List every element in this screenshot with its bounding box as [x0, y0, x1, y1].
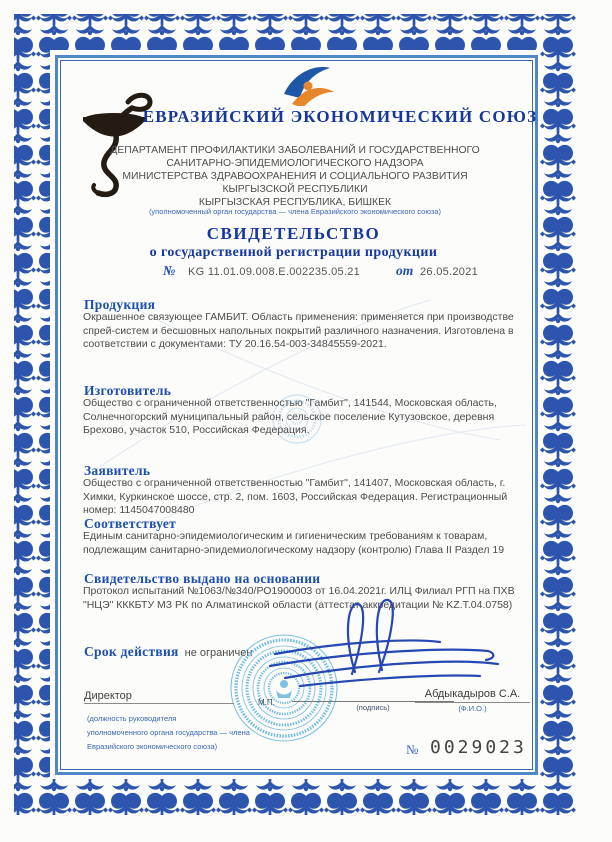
- signature-label: (подпись): [356, 703, 390, 712]
- section-text: Протокол испытаний №1063/№340/РО1900003 от 16.04.2021г. ИЛЦ Филиал РГП на ПХВ "НЦЭ" КККБТУ МЗ РК по Алматинской области (аттестат аккредитации № KZ.T.04.0758): [83, 585, 515, 611]
- certificate-title: СВИДЕТЕЛЬСТВО: [206, 224, 381, 243]
- section-heading: Свидетельство выдано на основании: [84, 571, 321, 586]
- department-line: САНИТАРНО-ЭПИДЕМИОЛОГИЧЕСКОГО НАДЗОРА: [166, 158, 424, 169]
- position-note-line: Евразийского экономического союза): [87, 742, 218, 751]
- section-heading: Соответствует: [84, 516, 177, 531]
- validity-heading: Срок действия: [84, 644, 179, 659]
- department-line: КЫРГЫЗСКОЙ РЕСПУБЛИКИ: [222, 184, 368, 195]
- position-note-line: уполномоченного органа государства — члена: [87, 728, 250, 737]
- position-line: [84, 702, 234, 704]
- name-label: (Ф.И.О.): [458, 704, 487, 713]
- union-name: ЕВРАЗИЙСКИЙ ЭКОНОМИЧЕСКИЙ СОЮЗ: [142, 107, 538, 126]
- number-sign-label: №: [163, 263, 176, 278]
- section-text: Общество с ограниченной ответственностью "Гамбит", 141544, Московская область, Солнечногорский муниципальный район, сельское поселение Кутузовское, деревня Брехово, участок 510, Российская Федерация.: [83, 397, 497, 436]
- section-heading: Продукция: [84, 297, 156, 312]
- date-from-label: от: [396, 263, 414, 278]
- serial-number-sign: №: [406, 742, 419, 757]
- position-note-line: (должность руководителя: [87, 714, 177, 723]
- department-block: [75, 144, 515, 209]
- authority-note: (уполномоченный орган государства — члена Евразийского экономического союза): [148, 207, 442, 216]
- director-signature: [240, 592, 512, 700]
- department-line: МИНИСТЕРСТВА ЗДРАВООХРАНЕНИЯ И СОЦИАЛЬНОГО РАЗВИТИЯ: [122, 171, 468, 182]
- certificate-date: 26.05.2021: [420, 266, 479, 278]
- position-title: Директор: [84, 690, 132, 702]
- section-text: Окрашенное связующее ГАМБИТ. Область применения: применяется при производстве спрей-систем и бесшовных напольных покрытий различного назначения. Изготовлена в соответствии с документами: ТУ 20.16.54-003-34845559-2021.: [83, 311, 514, 350]
- validity-value: не ограничен: [184, 647, 253, 659]
- eaeu-logo-icon: [278, 64, 338, 106]
- certificate-number: KG 11.01.09.008.E.002235.05.21: [188, 266, 361, 278]
- section-heading: Изготовитель: [84, 383, 172, 398]
- name-line: [415, 701, 530, 703]
- section-text: Единым санитарно-эпидемиологическим и гигиеническим требованиям к товарам, подлежащим санитарно-эпидемиологическому надзору (контролю) Глава II Раздел 19: [83, 530, 505, 556]
- section-text: Общество с ограниченной ответственностью "Гамбит", 141407, Московская область, г. Химки, Куркинское шоссе, стр. 2, пом. 1603, Российская Федерация. Регистрационный номер: 1145047008480: [83, 477, 508, 516]
- signatory-name: Абдыкадыров С.А.: [424, 688, 521, 700]
- department-line: КЫРГЫЗСКАЯ РЕСПУБЛИКА, БИШКЕК: [198, 197, 392, 208]
- department-line: ДЕПАРТАМЕНТ ПРОФИЛАКТИКИ ЗАБОЛЕВАНИЙ И ГОСУДАРСТВЕННОГО: [110, 145, 480, 156]
- section-heading: Заявитель: [84, 463, 151, 478]
- serial-number: 0029023: [430, 737, 527, 758]
- certificate-subtitle: о государственной регистрации продукции: [149, 245, 438, 260]
- stamp-place-label: М.П.: [258, 698, 275, 707]
- position-note: [87, 712, 307, 754]
